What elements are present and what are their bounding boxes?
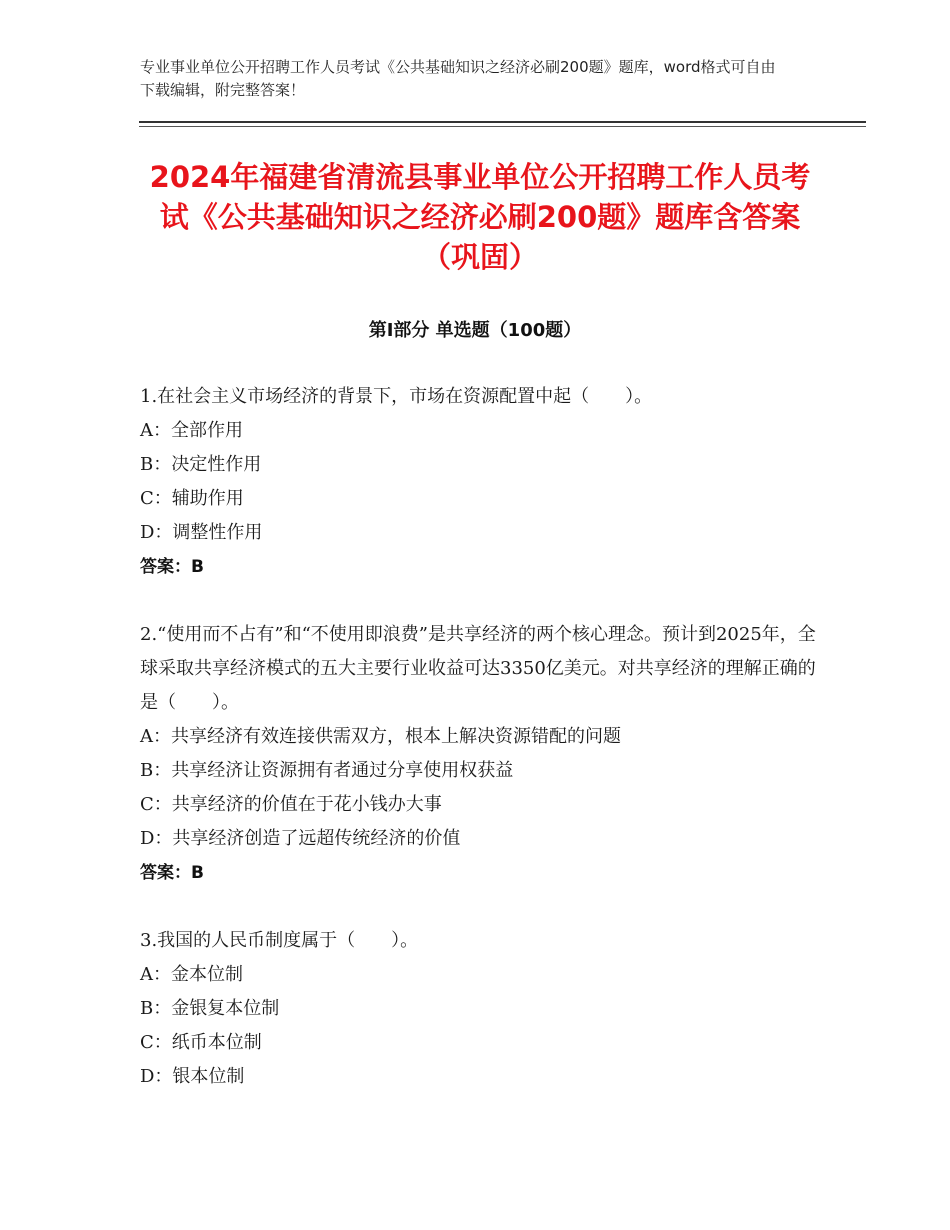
option-a: A：金本位制: [140, 964, 243, 985]
option-c: C：辅助作用: [140, 488, 244, 509]
option-c: C：纸币本位制: [140, 1032, 262, 1053]
question-stem: 1.在社会主义市场经济的背景下，市场在资源配置中起（ ）。: [140, 386, 653, 407]
question-2: [140, 618, 820, 890]
question-3: [140, 924, 820, 1094]
answer: 答案：B: [140, 863, 204, 883]
option-d: D：调整性作用: [140, 522, 263, 543]
question-1: [140, 380, 820, 584]
document-title: 2024年福建省清流县事业单位公开招聘工作人员考试《公共基础知识之经济必刷200题》题库含答案（巩固）: [149, 160, 811, 274]
option-d: D：银本位制: [140, 1066, 245, 1087]
option-b: B：决定性作用: [140, 454, 262, 475]
question-list: [140, 380, 820, 1128]
option-d: D：共享经济创造了远超传统经济的价值: [140, 828, 461, 849]
option-b: B：金银复本位制: [140, 998, 280, 1019]
answer: 答案：B: [140, 557, 204, 577]
question-stem: 2.“使用而不占有”和“不使用即浪费”是共享经济的两个核心理念。预计到2025年，全球采取共享经济模式的五大主要行业收益可达3350亿美元。对共享经济的理解正确的是（ ）。: [140, 624, 816, 713]
header-divider-thick: [139, 121, 866, 123]
option-a: A：共享经济有效连接供需双方，根本上解决资源错配的问题: [140, 726, 621, 747]
header-note: 专业事业单位公开招聘工作人员考试《公共基础知识之经济必刷200题》题库，word格式可自由下载编辑，附完整答案！: [140, 58, 776, 99]
option-b: B：共享经济让资源拥有者通过分享使用权获益: [140, 760, 514, 781]
section-title: 第Ⅰ部分 单选题（100题）: [368, 320, 582, 341]
option-c: C：共享经济的价值在于花小钱办大事: [140, 794, 442, 815]
option-a: A：全部作用: [140, 420, 243, 441]
question-stem: 3.我国的人民币制度属于（ ）。: [140, 930, 419, 951]
header-divider-thin: [139, 126, 866, 127]
